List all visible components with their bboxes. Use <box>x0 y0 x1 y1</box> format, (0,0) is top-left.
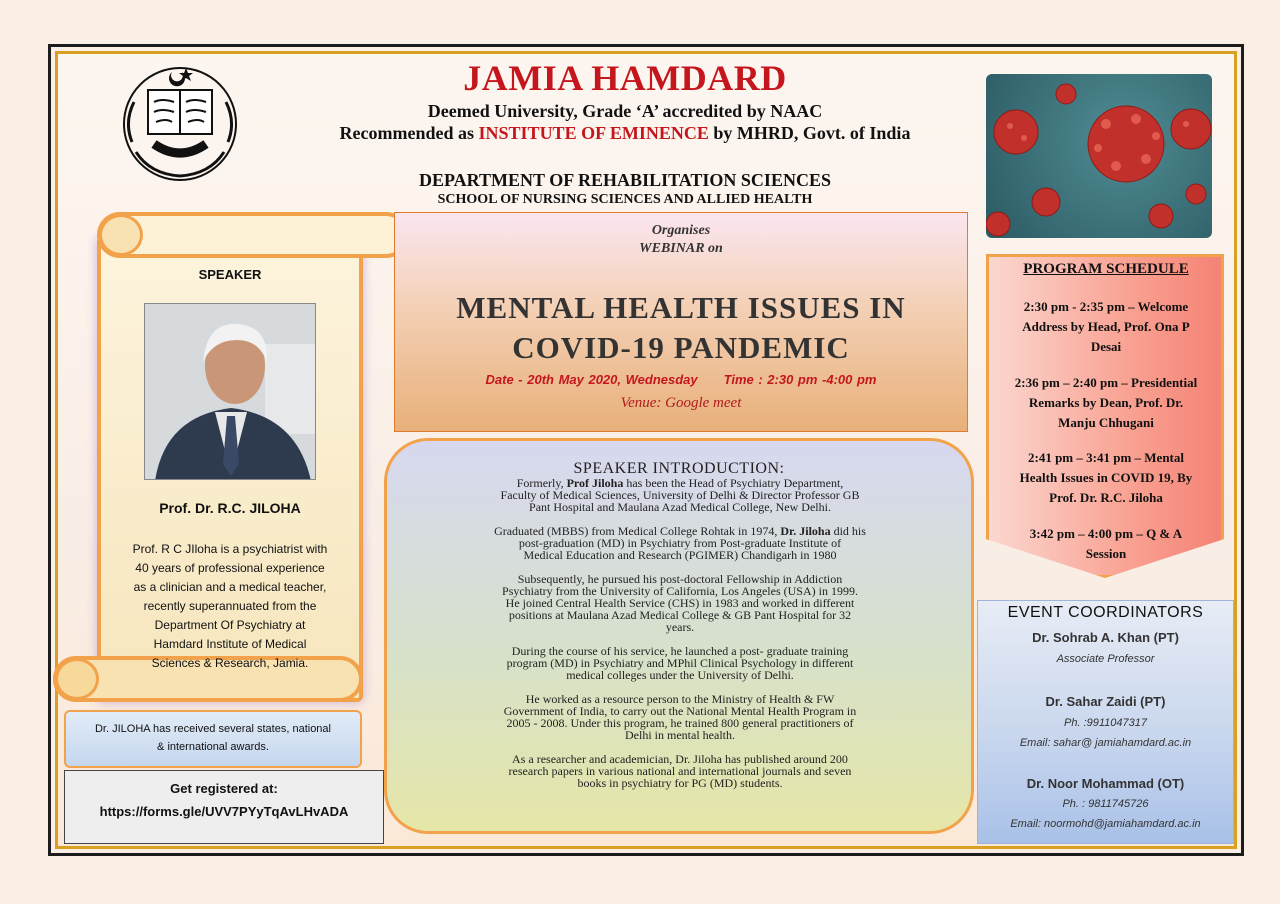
intro-text <box>410 477 950 801</box>
intro-paragraph: Subsequently, he pursued his post-doctoral Fellowship in Addiction Psychiatry from the University of California, Los Angeles (USA) in 1999. He joined Central Health Service (CHS) in 1983 and worked in different positions at Maulana Azad Medical College & GB Pant Hospital for 32 years. <box>502 572 858 634</box>
eminence-highlight: INSTITUTE OF EMINENCE <box>478 123 709 143</box>
department-name: DEPARTMENT OF REHABILITATION SCIENCES <box>419 170 831 190</box>
intro-paragraph: Formerly, Prof Jiloha has been the Head of Psychiatry Department, Faculty of Medical Sciences, University of Delhi & Director Professor GB Pant Hospital and Maulana Azad Medical College, New Delhi. <box>500 476 860 514</box>
event-date: Date - 20th May 2020, Wednesday <box>485 372 698 387</box>
schedule-item: 2:36 pm – 2:40 pm – Presidential Remarks by Dean, Prof. Dr. Manju Chhugani <box>1014 375 1198 430</box>
registration-box <box>64 770 384 844</box>
coordinator-phone: Ph. :9911047317 <box>1064 717 1147 729</box>
speaker-label: SPEAKER <box>198 267 262 282</box>
scroll-top-roll <box>97 212 409 258</box>
intro-paragraph: As a researcher and academician, Dr. Jiloha has published around 200 research papers in various national and international journals and seven books in psychiatry for PG (MD) students. <box>508 752 852 790</box>
registration-link[interactable]: https://forms.gle/UVV7PYyTqAvLHvADA <box>99 804 349 819</box>
coordinator-email[interactable]: Email: sahar@ jamiahamdard.ac.in <box>1019 737 1192 749</box>
event-time: Time : 2:30 pm -4:00 pm <box>723 372 877 387</box>
eminence-line: Recommended as INSTITUTE OF EMINENCE by MHRD, Govt. of India <box>339 123 911 143</box>
university-title: JAMIA HAMDARD <box>463 58 787 98</box>
coordinators-title: EVENT COORDINATORS <box>1007 604 1204 621</box>
webinar-title: MENTAL HEALTH ISSUES IN COVID-19 PANDEMIC <box>456 290 906 365</box>
coordinator-name: Dr. Noor Mohammad (OT) <box>1026 776 1185 791</box>
organises-text: Organises WEBINAR on <box>639 223 723 256</box>
scroll-curl-icon <box>55 658 99 700</box>
speaker-photo <box>144 303 316 480</box>
university-crest-icon <box>120 62 240 182</box>
awards-note: Dr. JILOHA has received several states, national & international awards. <box>64 710 362 768</box>
intro-title: SPEAKER INTRODUCTION: <box>573 460 785 477</box>
intro-paragraph: Graduated (MBBS) from Medical College Rohtak in 1974, Dr. Jiloha did his post-graduation (MD) in Psychiatry from Post-graduate Institute of Medical Education and Research (PGIMER) Chandigarh in 1980 <box>494 524 866 562</box>
scroll-curl-icon <box>99 214 143 256</box>
coordinator-phone: Ph. : 9811745726 <box>1062 798 1149 810</box>
school-name: SCHOOL OF NURSING SCIENCES AND ALLIED HEALTH <box>437 192 813 207</box>
coordinator-name: Dr. Sahar Zaidi (PT) <box>1045 694 1166 709</box>
header <box>300 58 950 144</box>
coordinator-email[interactable]: Email: noormohd@jamiahamdard.ac.in <box>1010 818 1201 830</box>
coordinator-role: Associate Professor <box>1056 653 1155 665</box>
department-block <box>300 169 950 209</box>
coronavirus-image <box>986 74 1212 238</box>
schedule-item: 2:30 pm - 2:35 pm – Welcome Address by Head, Prof. Ona P Desai <box>1022 299 1190 354</box>
schedule-title: PROGRAM SCHEDULE <box>1023 261 1189 277</box>
speaker-name: Prof. Dr. R.C. JILOHA <box>159 500 301 516</box>
event-venue: Venue: Google meet <box>620 395 742 411</box>
accreditation-line: Deemed University, Grade ‘A’ accredited by NAAC <box>427 101 823 121</box>
date-time-line <box>394 372 968 387</box>
intro-paragraph: During the course of his service, he launched a post- graduate training program (MD) in Psychiatry and MPhil Clinical Psychology in different medical colleges under the University of Delhi. <box>506 644 854 682</box>
speaker-bio: Prof. R C JIloha is a psychiatrist with 40 years of professional experience as a clinician and a medical teacher, recently superannuated from the Department Of Psychiatry at Hamdard Institute of Medical Sciences & Research, Jamia. <box>132 542 328 670</box>
intro-paragraph: He worked as a resource person to the Ministry of Health & FW Government of India, to carry out the National Mental Health Program in 2005 - 2008. Under this program, he trained 800 general practitioners of Delhi in mental health. <box>503 692 857 742</box>
registration-label: Get registered at: <box>170 781 278 796</box>
schedule-item: 2:41 pm – 3:41 pm – Mental Health Issues in COVID 19, By Prof. Dr. R.C. Jiloha <box>1019 450 1193 505</box>
schedule-item: 3:42 pm – 4:00 pm – Q & A Session <box>1029 526 1183 561</box>
coordinator-name: Dr. Sohrab A. Khan (PT) <box>1032 630 1179 645</box>
